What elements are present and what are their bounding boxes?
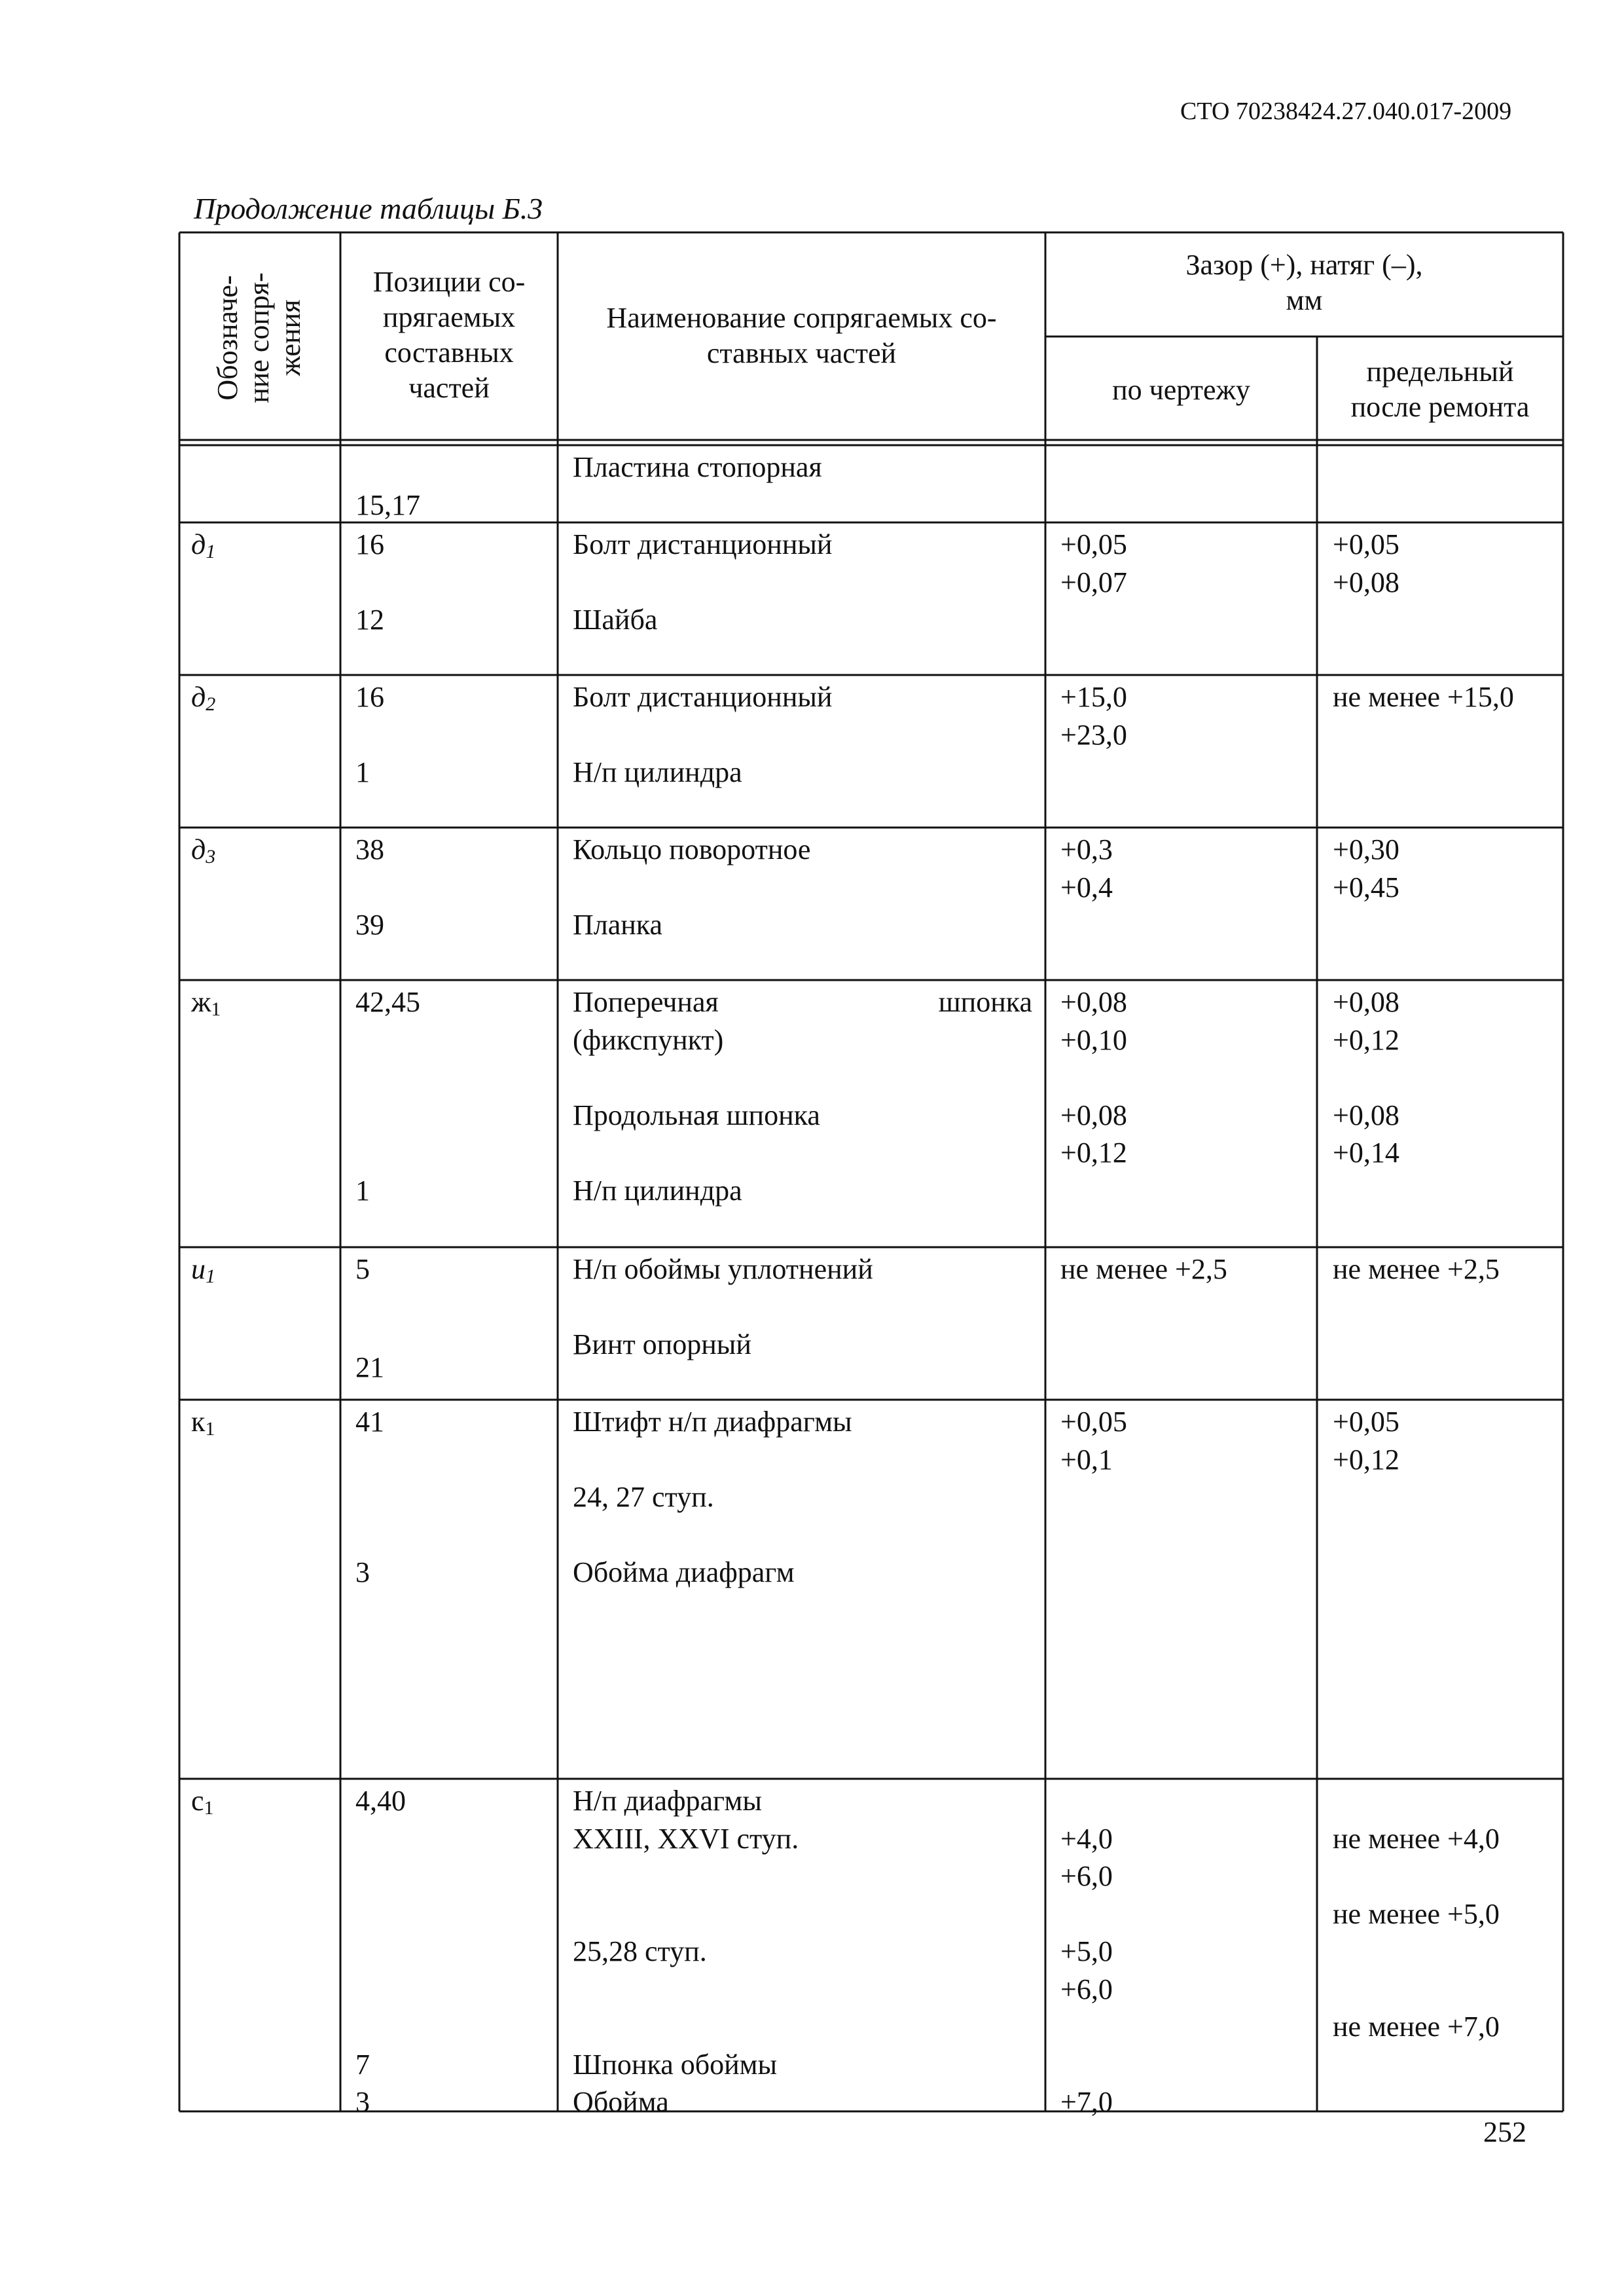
position-value: 15,17 [355, 488, 420, 521]
position-value: 12 [355, 604, 384, 636]
clearance-drawing-value: +0,4 [1060, 871, 1113, 903]
position-value: 1 [355, 756, 370, 788]
position-value: 21 [355, 1351, 384, 1383]
part-name: Болт дистанционный [573, 681, 833, 713]
part-name: Н/п цилиндра [573, 1174, 742, 1207]
position-value: 3 [355, 2086, 370, 2118]
position-value: 16 [355, 681, 384, 713]
part-name: (фикспункт) [573, 1023, 724, 1056]
clearance-drawing-value: +0,08 [1060, 986, 1127, 1018]
designation-index: 2 [206, 693, 216, 715]
header-clearance [1045, 247, 1563, 318]
clearance-limit-value: +0,08 [1333, 566, 1399, 598]
clearance-drawing-value: +0,05 [1060, 1406, 1127, 1438]
part-name: Планка [573, 909, 663, 941]
designation-cell [191, 983, 221, 1021]
header-positions-line: частей [408, 372, 490, 404]
designation-cell [191, 526, 215, 563]
clearance-limit-value: +0,12 [1333, 1443, 1399, 1476]
header-names-line: Наименование сопрягаемых со- [606, 302, 997, 334]
clearance-drawing-value: +0,08 [1060, 1099, 1127, 1131]
part-name: Обойма диафрагм [573, 1556, 795, 1588]
designation-index: 1 [206, 1266, 215, 1287]
designation-letter: с [191, 1785, 204, 1817]
part-name: Обойма [573, 2086, 669, 2118]
part-name: Болт дистанционный [573, 528, 833, 560]
position-value: 41 [355, 1406, 384, 1438]
document-code: СТО 70238424.27.040.017-2009 [1180, 98, 1512, 125]
clearance-drawing-value: +7,0 [1060, 2086, 1113, 2118]
designation-cell [191, 1250, 215, 1288]
clearance-limit-value: +0,08 [1333, 986, 1399, 1018]
header-clearance-line: Зазор (+), натяг (–), [1185, 249, 1423, 281]
position-value: 7 [355, 2048, 370, 2081]
designation-cell [191, 1782, 214, 1819]
header-positions-line: составных [384, 337, 514, 369]
header-positions-line: Позиции со- [372, 266, 526, 298]
designation-index: 1 [206, 541, 216, 562]
designation-cell [191, 678, 215, 716]
page-number: 252 [1483, 2116, 1526, 2148]
clearance-limit-value: +0,05 [1333, 528, 1399, 560]
clearance-drawing-value: +0,1 [1060, 1443, 1113, 1476]
part-name: Кольцо поворотное [573, 833, 811, 866]
clearance-drawing-value: +6,0 [1060, 1860, 1113, 1892]
clearance-limit-value: +0,45 [1333, 871, 1399, 903]
designation-index: 3 [206, 846, 216, 867]
designation-letter: к [191, 1406, 206, 1438]
clearance-limit-value: +0,30 [1333, 833, 1399, 866]
clearance-drawing-value: +5,0 [1060, 1935, 1113, 1967]
header-designation-line: ние сопря- [243, 272, 275, 403]
clearance-drawing-value: +0,10 [1060, 1023, 1127, 1056]
clearance-drawing-value: не менее +2,5 [1060, 1253, 1227, 1285]
clearance-limit-value: не менее +7,0 [1333, 2011, 1500, 2043]
clearance-limit-value: не менее +5,0 [1333, 1897, 1500, 1930]
position-value: 5 [355, 1253, 370, 1285]
header-positions-line: прягаемых [382, 301, 516, 333]
part-name: 24, 27 ступ. [573, 1481, 714, 1513]
part-name: Продольная шпонка [573, 1099, 820, 1131]
part-name: Винт опорный [573, 1328, 751, 1360]
designation-letter: ж [191, 986, 211, 1018]
header-limit-line: после ремонта [1350, 391, 1530, 423]
clearance-limit-value: не менее +15,0 [1333, 681, 1514, 713]
position-value: 42,45 [355, 986, 420, 1018]
position-value: 38 [355, 833, 384, 866]
header-designation-line: жения [274, 299, 306, 376]
header-designation [181, 236, 338, 440]
designation-index: 1 [205, 1418, 215, 1440]
clearance-drawing-value: +23,0 [1060, 718, 1127, 751]
clearance-drawing-value: +15,0 [1060, 681, 1127, 713]
designation-index: 1 [204, 1797, 214, 1819]
header-designation-line: Обозначе- [211, 275, 244, 401]
designation-index: 1 [211, 998, 221, 1020]
clearance-limit-value: +0,14 [1333, 1137, 1399, 1169]
part-name: Штифт н/п диафрагмы [573, 1406, 852, 1438]
position-value: 1 [355, 1174, 370, 1207]
position-value: 4,40 [355, 1785, 406, 1817]
clearance-drawing-value: +6,0 [1060, 1973, 1113, 2005]
header-clearance-line: мм [1286, 284, 1323, 316]
part-name: XXIII, XXVI ступ. [573, 1822, 799, 1855]
clearance-drawing-value: +4,0 [1060, 1822, 1113, 1855]
header-positions [340, 264, 558, 406]
part-name-justified-word: шпонка [938, 986, 1032, 1018]
clearance-limit-value: не менее +4,0 [1333, 1822, 1500, 1855]
part-name: Н/п диафрагмы [573, 1785, 762, 1817]
clearance-drawing-value: +0,3 [1060, 833, 1113, 866]
part-name: Пластина стопорная [573, 451, 822, 483]
designation-letter: д [191, 528, 206, 560]
part-name: 25,28 ступ. [573, 1935, 707, 1967]
position-value: 3 [355, 1556, 370, 1588]
position-value: 16 [355, 528, 384, 560]
part-name: Шпонка обоймы [573, 2048, 778, 2081]
header-by-drawing: по чертежу [1112, 374, 1250, 406]
header-limit [1317, 354, 1563, 425]
designation-cell [191, 1403, 215, 1440]
clearance-drawing-value: +0,05 [1060, 528, 1127, 560]
clearance-limit-value: не менее +2,5 [1333, 1253, 1500, 1285]
part-name: Н/п цилиндра [573, 756, 742, 788]
designation-letter: д [191, 833, 206, 866]
part-name: Шайба [573, 604, 658, 636]
designation-letter: и [191, 1253, 206, 1285]
position-value: 39 [355, 909, 384, 941]
designation-letter: д [191, 681, 206, 713]
clearance-limit-value: +0,12 [1333, 1023, 1399, 1056]
header-limit-line: предельный [1366, 355, 1514, 388]
designation-cell [191, 831, 215, 868]
header-names [558, 301, 1045, 371]
table-caption: Продолжение таблицы Б.3 [194, 192, 543, 225]
part-name: Н/п обоймы уплотнений [573, 1253, 873, 1285]
header-names-line: ставных частей [706, 337, 897, 369]
part-name: Поперечная [573, 986, 719, 1018]
clearance-limit-value: +0,05 [1333, 1406, 1399, 1438]
clearance-drawing-value: +0,12 [1060, 1137, 1127, 1169]
clearance-drawing-value: +0,07 [1060, 566, 1127, 598]
clearance-limit-value: +0,08 [1333, 1099, 1399, 1131]
